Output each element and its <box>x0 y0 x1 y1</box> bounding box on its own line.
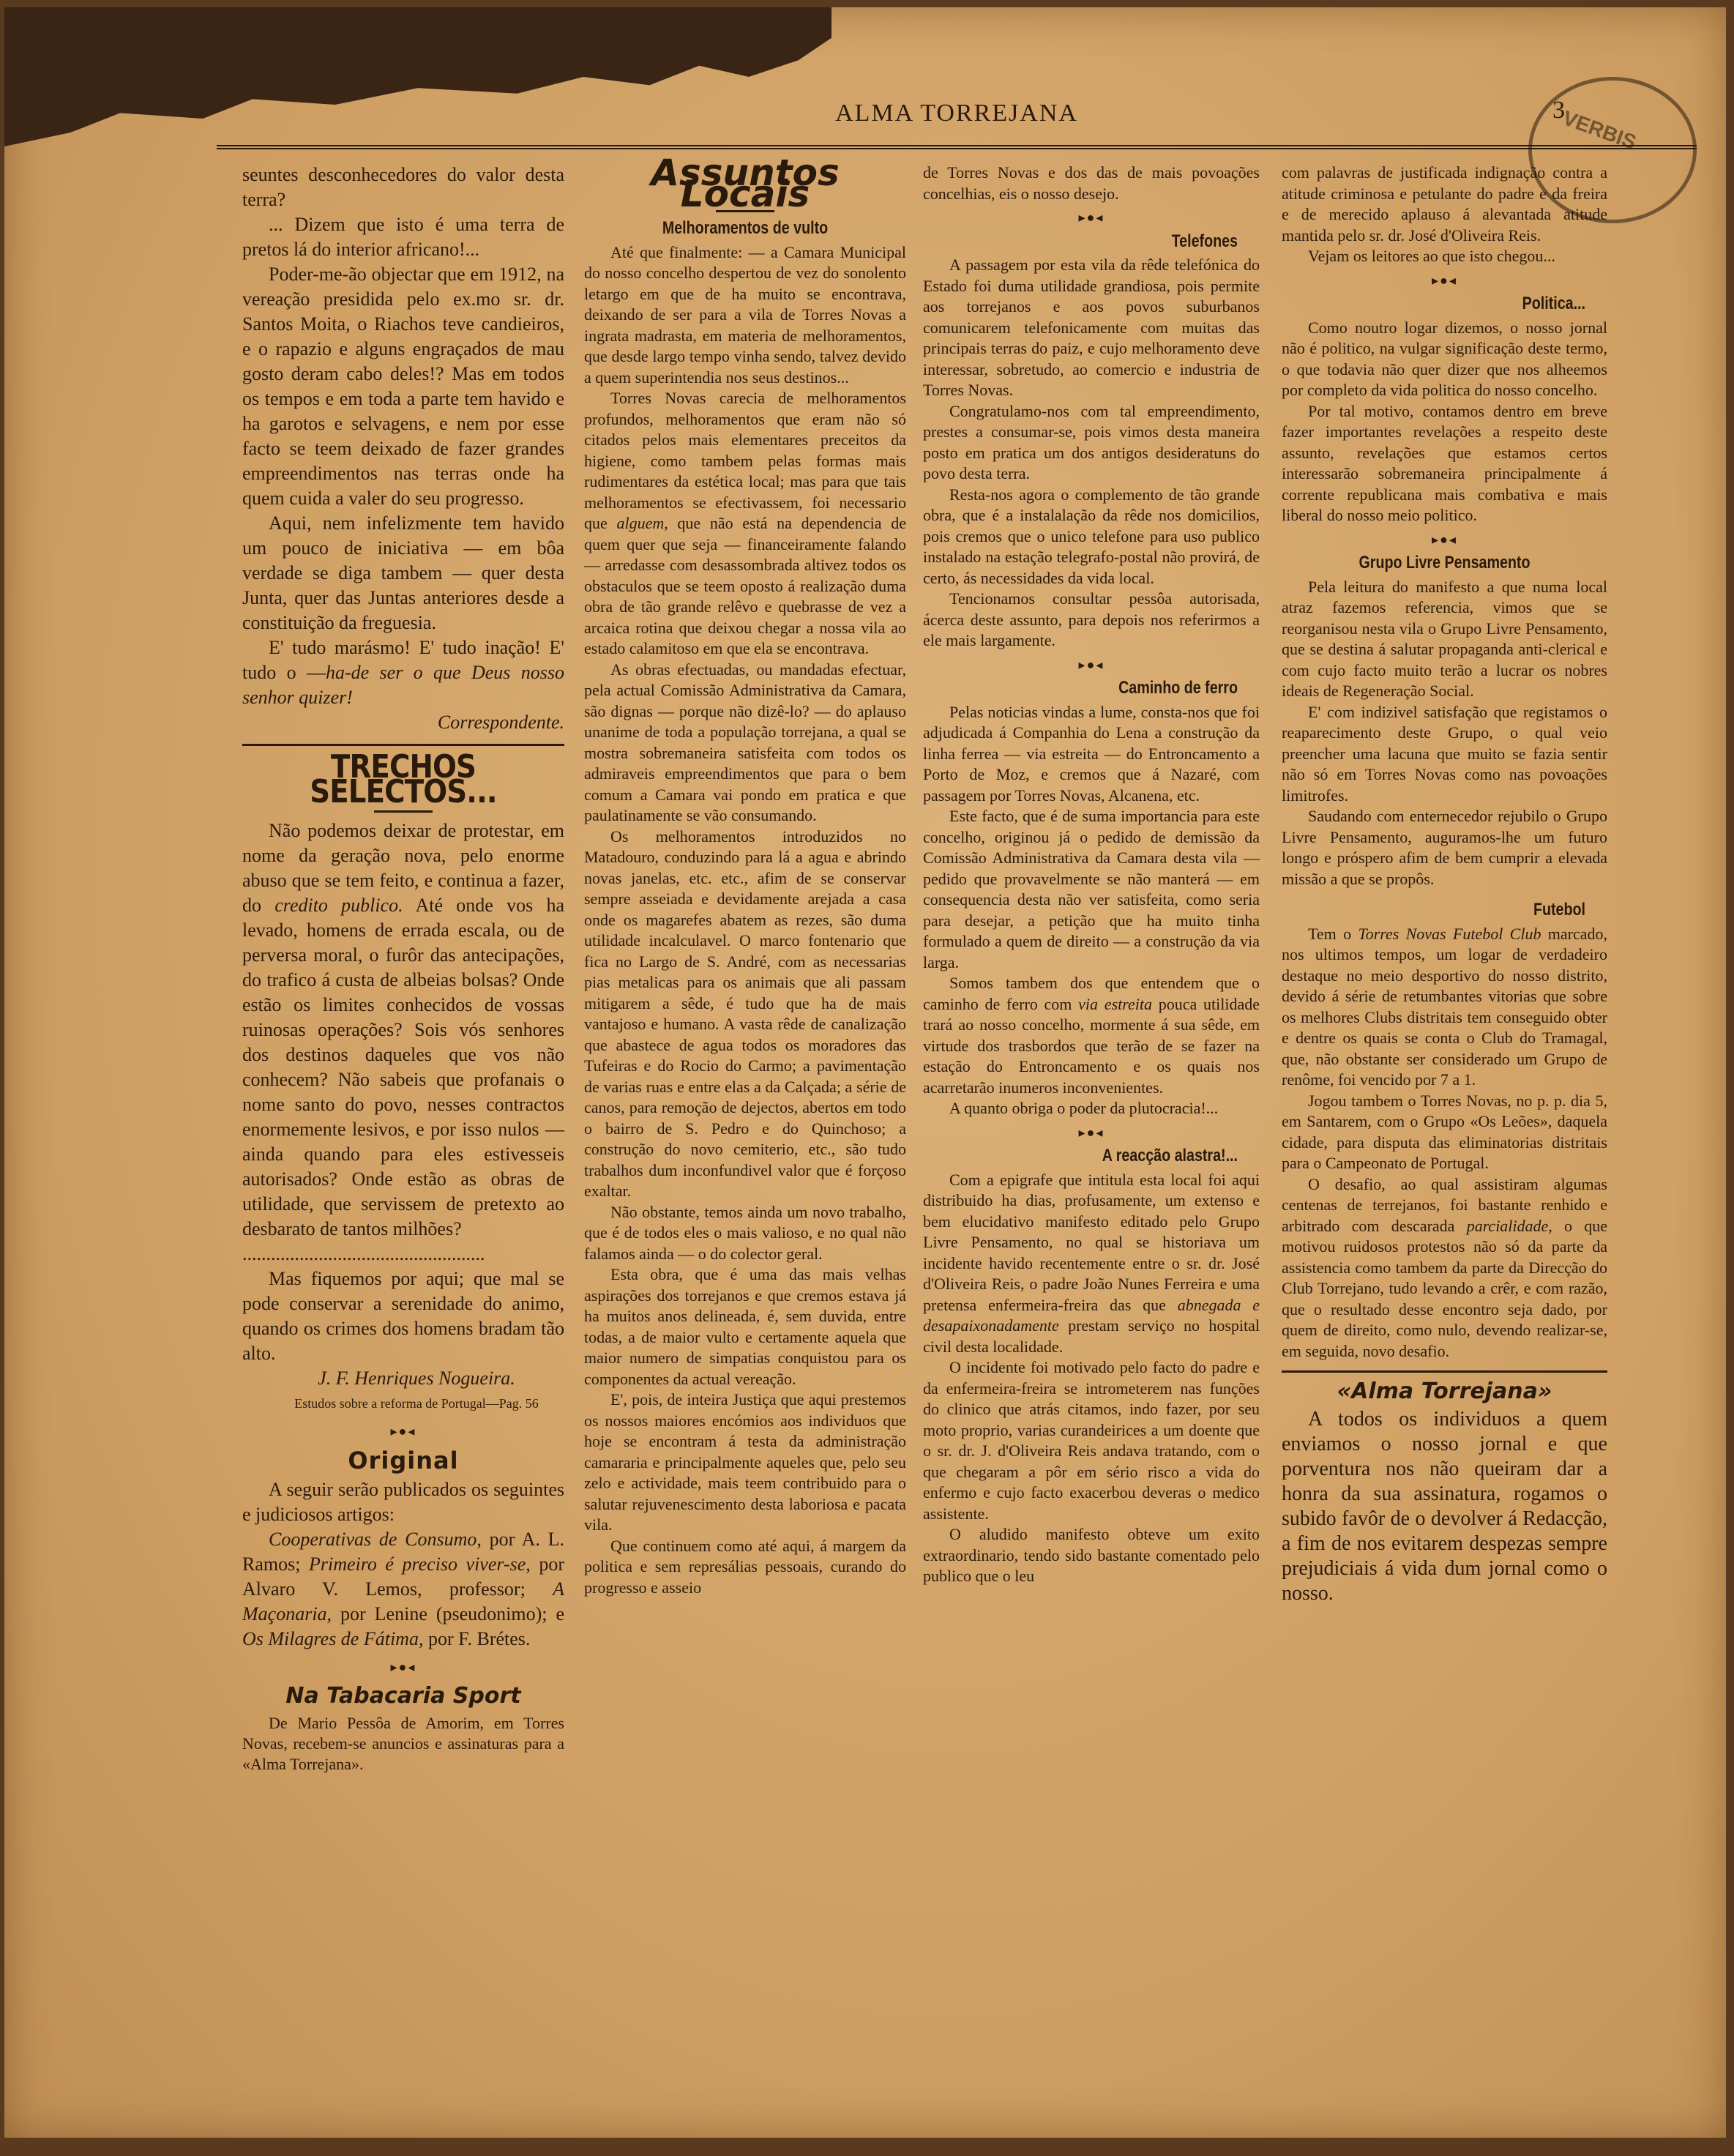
italic-span: abnegada e desapaixonadamente <box>923 1295 1260 1335</box>
italic-span: parcialidade, <box>1466 1216 1552 1235</box>
paragraph: Este facto, que é de suma importancia para este concelho, originou já o pedido de demissão da Comissão Administrativa da Camara desta vila — pedido que provavelmente se não manterá — em consequencia desta não ver satisfeita, como seria para desejar, a petição que ha muito tinha formulado a quem de direito — a construção da via larga. <box>923 807 1260 971</box>
text-span: que não está na dependencia de quem quer que seja — financeiramente falando — arredasse com desassombrada altivez todos os obstaculos que se teem oposto á realização duma obra de tão grande relêvo e quebrasse de vez a arcaica rotina que deixou chegar a nossa vila ao estado calamitoso em que ela se encontrava. <box>584 514 907 657</box>
paragraph: Por tal motivo, contamos dentro em breve fazer importantes revelações a respeito deste assunto, revelações que estamos certos interessarão sobremaneira principalmente á corrente republicana mais combativa e mais liberal do nosso meio politico. <box>1282 401 1607 524</box>
divider <box>242 744 564 746</box>
stamp-text: VERBIS <box>1560 106 1640 154</box>
paragraph: Esta obra, que é uma das mais velhas aspirações dos torrejanos e que cremos estava já ha muitos anos delineada, é, sem duvida, entre todas, a de maior vulto e certamente aquela que maior numero de simpatias conquistou para os componentes da actual vereação. <box>584 1265 906 1388</box>
author: J. F. Henriques Nogueira. <box>318 1368 515 1389</box>
paragraph <box>242 635 564 710</box>
paragraph: As obras efectuadas, ou mandadas efectuar, pela actual Comissão Administrativa da Camara, são dignas — porque não dizê-lo? — do aplauso unanime de toda a população torrejana, a qual se mostra sobremaneira satisfeita com todos os admiraveis empreendimentos que para o bem comum a Camara vai pondo em pratica e que paulatinamente se vão consumando. <box>584 660 906 824</box>
italic-span: Primeiro é preciso viver-se, <box>308 1553 531 1575</box>
paragraph: Poder-me-ão objectar que em 1912, na vereação presidida pelo ex.mo sr. dr. Santos Moita, o Riachos teve candieiros, e o rapazio e alguns engraçados de mau gosto deram cabo deles!? Mas em todos os tempos e em toda a parte tem havido e ha garotos e selvagens, e nem por esse facto se teem deixado de fazer grandes empreendimentos nas terras onde ha quem cuida a valer do seu progresso. <box>242 264 564 509</box>
text-span: prestam serviço no hospital civil desta localidade. <box>923 1316 1260 1356</box>
ornament: ▸●◂ <box>1432 531 1457 547</box>
paragraph: Mas fiquemos por aqui; que mal se pode conservar a serenidade do animo, quando os crimes dos homens bradam tão alto. <box>242 1268 564 1364</box>
paragraph: Os melhoramentos introduzidos no Matadouro, conduzindo para lá a agua e abrindo novas janelas, etc. etc., afim de se conservar sempre asseiada e devidamente arejada a casa onde os magarefes abatem as rezes, são duma utilidade incalculavel. O marco fontenario que fica no Largo de S. André, com as necessarias pias metalicas para os animais que ali passam mitigarem a sêde, é tudo que ha de mais vantajoso e humano. A vasta rêde de canalização que abastece de agua todos os moradores das Tufeiras e do Rocio do Carmo; a pavimentação de varias ruas e entre elas a da Calçada; a série de canos, para remoção de dejectos, abertos em todo o bairro de S. Pedro e do Quinchoso; a construção do novo cemiterio, etc., são tudo trabalhos dum inconfundivel valor que é forçoso exaltar. <box>584 827 906 1200</box>
paragraph: Como noutro logar dizemos, o nosso jornal não é politico, na vulgar significação deste termo, o que todavia não quer dizer que nos alheemos por completo da vida politica do nosso concelho. <box>1282 318 1607 399</box>
paragraph: Jogou tambem o Torres Novas, no p. p. dia 5, em Santarem, com o Grupo «Os Leões», daquela cidade, para disputa das eliminatorias distritais para o Campeonato de Portugal. <box>1282 1091 1607 1172</box>
page-header <box>217 94 1697 149</box>
subtitle-telefones: Telefones <box>1171 231 1238 251</box>
paragraph: A seguir serão publicados os seguintes e judiciosos artigos: <box>242 1479 564 1525</box>
section-title-tabacaria: Na Tabacaria Sport <box>285 1683 521 1709</box>
paragraph: Que continuem como até aqui, á margem da politica e sem represálias pessoais, curando do progresso e asseio <box>584 1536 906 1597</box>
italic-span: Torres Novas Futebol Club <box>1358 924 1541 943</box>
newspaper-page <box>4 7 1726 2138</box>
italic-span: Cooperativas de Consumo, <box>269 1529 482 1550</box>
ornament: ▸●◂ <box>1432 272 1457 288</box>
paragraph <box>242 1527 564 1652</box>
paragraph: O incidente foi motivado pelo facto do padre e da enfermeira-freira se intrometerem nas funções do clinico que atrás citamos, indo fazer, por seu moto proprio, varias curandeirices a um doente que o sr. dr. J. d'Oliveira Reis andava tratando, com o que chegaram a pôr em sério risco a vida do enfermo e cujo facto exacerbou deveras o medico assistente. <box>923 1358 1260 1523</box>
text-span: o que motivou ruidosos protestos não só da parte da assistencia como tambem da parte da Direcção do Club Torrejano, tudo levando a crêr, e com razão, que o resultado desse encontro seja dado, por quem de direito, como nulo, devendo realizar-se, em seguida, novo desafio. <box>1282 1216 1608 1360</box>
dot-leader: ................................................... <box>242 1243 485 1264</box>
paragraph: A todos os individuos a quem enviamos o nosso jornal e que porventura nos não queiram dar a honra da sua assinatura, rogamos o subido favôr de o devolver á Redacção, a fim de nos evitarem despezas sempre prejudiciais á vida dum jornal como o nosso. <box>1282 1407 1607 1605</box>
subtitle-futebol: Futebol <box>1533 900 1585 920</box>
text-span: por F. Brétes. <box>427 1628 531 1649</box>
text-span: Somos tambem dos que entendem que o caminho de ferro com <box>923 974 1260 1013</box>
paragraph: De Mario Pessôa de Amorim, em Torres Novas, recebem-se anuncios e assinaturas para a «Alma Torrejana». <box>242 1714 564 1773</box>
ornament: ▸●◂ <box>1078 210 1105 225</box>
divider <box>1282 1370 1607 1373</box>
section-title-assuntos: Assuntos Locais <box>651 152 840 215</box>
paragraph: Vejam os leitores ao que isto chegou... <box>1308 247 1555 265</box>
paragraph: Saudando com enternecedor rejubilo o Grupo Livre Pensamento, auguramos-lhe um futuro longo e próspero afim de bem cumprir a elevada missão a que se propôs. <box>1282 807 1607 888</box>
text-span: por Alvaro V. Lemos, professor; <box>242 1553 564 1600</box>
paragraph: O aludido manifesto obteve um exito extraordinario, tendo sido bastante comentado pelo publico que o leu <box>923 1525 1260 1585</box>
text-span: Torres Novas carecia de melhoramentos profundos, melhoramentos que eram não só citados pelos mais elementares preceitos da higiene, como tambem pelas formas mais rudimentares da estética local; mas para que tais melhoramentos se efectivassem, foi necessario que <box>584 389 906 532</box>
paragraph: Até que finalmente: — a Camara Municipal do nosso concelho despertou de vez do sonolento letargo em que de ha muito se encontrava, deixando de ser para a vila de Torres Novas a ingrata madrasta, em materia de melhoramentos, que desde largo tempo vinha sendo, talvez devido a quem superintendia nos seus destinos... <box>584 242 906 387</box>
text-span: Com a epigrafe que intitula esta local foi aqui distribuido ha dias, profusamente, um extenso e bem elucidativo manifesto editado pelo Grupo Livre Pensamento, no qual se historiava um incidente havido recentemente entre o sr. dr. José d'Oliveira Reis, o padre João Nunes Ferreira e uma pretensa enfermeira-freira das que <box>923 1170 1260 1314</box>
ornament: ▸●◂ <box>1078 657 1105 672</box>
subtitle-caminho-de-ferro: Caminho de ferro <box>1118 678 1238 698</box>
italic-span: A Maçonaria, <box>242 1578 564 1625</box>
subtitle-grupo-livre: Grupo Livre Pensamento <box>1359 553 1531 572</box>
paragraph: A passagem por esta vila da rêde telefónica do Estado foi duma utilidade grandiosa, pois permite aos torrejanos e aos povos suburbanos comunicarem telefonicamente com muitas das principais terras do paiz, e cujo melhoramento deve interessar, sobretudo, ao comercio e industria de Torres Novas. <box>923 255 1260 399</box>
paragraph: de Torres Novas e dos das de mais povoações concelhias, eis o nosso desejo. <box>923 163 1260 203</box>
text-span: E' tudo marásmo! E' tudo inação! E' tudo o — <box>242 637 564 683</box>
paragraph: Resta-nos agora o complemento de tão grande obra, que é a instalalação da rêde nos domicilios, pois cremos que o unico telefone para uso publico instalado na estação telegrafo-postal não provirá, de certo, ás necessidades da vida local. <box>923 485 1260 587</box>
subtitle-politica: Politica... <box>1522 294 1585 313</box>
newspaper-title: ALMA TORREJANA <box>835 100 1078 127</box>
signature: Correspondente. <box>437 712 564 733</box>
paragraph: com palavras de justificada indignação contra a atitude criminosa e petulante do padre e da freira e de merecido aplauso á alevantada atitude mantida pelo sr. dr. José d'Oliveira Reis. <box>1282 163 1607 245</box>
text-span: marcado, nos ultimos tempos, um logar de verdadeiro destaque no meio desportivo do nosso distrito, devido á série de retumbantes vitorias que sobre os melhores Clubs distritais tem conseguido obter e dentre os quais se conta o Club do Tramagal, que, não obstante ser considerado um Grupo de renôme, foi vencido por 7 a 1. <box>1282 924 1608 1089</box>
paragraph <box>1282 924 1607 1091</box>
paragraph: Congratulamo-nos com tal empreendimento, prestes a consumar-se, pois vimos desta maneira posto em pratica um dos antigos desideratuns do povo desta terra. <box>923 401 1260 482</box>
paragraph: Pelas noticias vindas a lume, consta-nos que foi adjudicada á Companhia do Lena a construção da linha ferrea — via estreita — do Entroncamento a Porto de Moz, e cremos que á Nazaré, com passagem por Torres Novas, Alcanena, etc. <box>923 702 1260 805</box>
subtitle-reaccao: A reacção alastra!... <box>1102 1146 1238 1165</box>
paragraph: Tencionamos consultar pessôa autorisada, ácerca deste assunto, para depois nos referirmos a ele mais largamente. <box>923 589 1260 649</box>
column-1 <box>242 163 564 1775</box>
subtitle-melhoramentos: Melhoramentos de vulto <box>662 218 829 238</box>
paragraph <box>923 973 1260 1098</box>
paragraph: ... Dizem que isto é uma terra de pretos lá do interior africano!... <box>242 214 564 260</box>
section-title-alma: «Alma Torrejana» <box>1337 1379 1552 1404</box>
text-span: Até onde vos ha levado, homens de errada escala, ou de perversa moral, o furôr das antecipações, do trafico á custa de albeias bolsas? Onde estão os limites conhecidos de vossas ruinosas operações? Sois vós senhores dos destinos daqueles que vos não conhecem? Não sabeis que profanais o nome santo do povo, nesses contractos enormemente lesivos, e por isso nulos — ainda quando para eles estivesseis autorisados? Onde estão as obras de utilidade, que servissem de pretexto ao desbarato de tantos milhões? <box>242 895 564 1239</box>
section-title-original: Original <box>348 1447 459 1474</box>
italic-span: Os Milagres de Fátima, <box>242 1628 424 1649</box>
text-span: pouca utilidade trará ao nosso concelho, mormente á sua sêde, em virtude dos trasbordos que terão de se fazer na estação do Entroncamento e os quais nos acarretarão inumeros inconvenientes. <box>923 994 1260 1097</box>
column-3 <box>923 163 1260 1587</box>
paragraph: Pela leitura do manifesto a que numa local atraz fazemos referencia, vimos que se reorganisou nesta vila o Grupo Livre Pensamento, que se destina á salutar propaganda anti-clerical e com cujo facto muito terão a lucrar os nobres ideais de Regeneração Social. <box>1282 577 1607 700</box>
paragraph <box>584 388 906 660</box>
text-span: Não podemos deixar de protestar, em nome da geração nova, pelo enorme abuso que se tem feito, e continua a fazer, do <box>242 820 564 916</box>
italic-span: alguem, <box>616 514 668 532</box>
paragraph: A quanto obriga o poder da plutocracia!... <box>949 1099 1219 1117</box>
paragraph <box>923 1170 1260 1358</box>
page-number: 3 <box>1552 97 1565 124</box>
dash-divider <box>374 810 433 813</box>
italic-span: credito publico. <box>274 895 403 916</box>
text-span: por Lenine (pseudonimo); e <box>340 1603 565 1625</box>
text-span: Tem o <box>1308 924 1352 943</box>
text-span: por A. L. Ramos; <box>242 1529 564 1575</box>
paragraph: E' com indizivel satisfação que registamos o reaparecimento deste Grupo, o qual veio preencher uma lacuna que muito se fazia sentir não só em Torres Novas como nas povoações limitrofes. <box>1282 702 1607 805</box>
italic-span: ha-de ser o que Deus nosso senhor quizer! <box>242 662 564 708</box>
paragraph: E', pois, de inteira Justiça que aqui prestemos os nossos maiores encómios aos individuos que hoje se encontram á testa da administração camararia e principalmente aqueles que, pelo seu zelo e actividade, mais teem contribuido para o salutar rejuvenescimento desta laboriosa e pacata vila. <box>584 1390 906 1534</box>
source: Estudos sobre a reforma de Portugal—Pag. 56 <box>294 1396 539 1411</box>
ornament: ▸●◂ <box>390 1424 416 1439</box>
paragraph <box>242 818 564 1242</box>
column-2 <box>584 152 907 1598</box>
ornament: ▸●◂ <box>390 1660 416 1674</box>
ornament: ▸●◂ <box>1078 1124 1105 1140</box>
italic-span: via estreita <box>1078 994 1152 1013</box>
text-span: O desafio, ao qual assistiram algumas centenas de terrejanos, foi bastante renhido e arbitrado com descarada <box>1282 1174 1607 1235</box>
section-title-trechos: TRECHOS SELECTOS... <box>310 748 497 810</box>
paragraph: Aqui, nem infelizmente tem havido um pouco de iniciativa — em bôa verdade se diga tambem — quer desta Junta, quer das Juntas anteriores desde a constituição da freguesia. <box>242 512 564 633</box>
paragraph <box>1282 1174 1607 1362</box>
column-4 <box>1282 163 1607 1606</box>
paragraph: seuntes desconhecedores do valor desta terra? <box>242 164 564 210</box>
paragraph: Não obstante, temos ainda um novo trabalho, que é de todos eles o mais valioso, e no qual não falamos ainda — o do colector geral. <box>584 1202 906 1263</box>
